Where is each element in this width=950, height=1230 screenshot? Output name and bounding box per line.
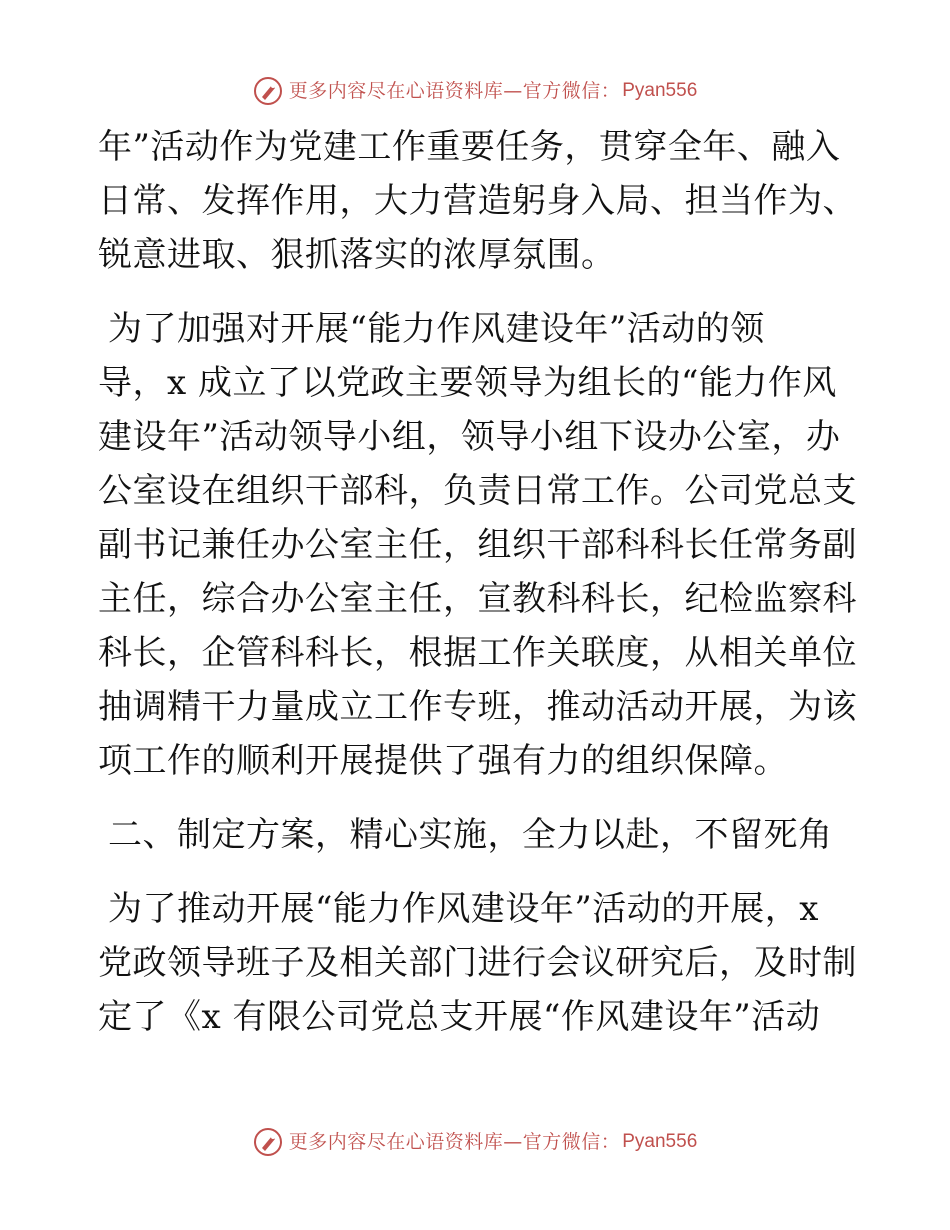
paragraph-2 — [98, 302, 858, 788]
document-body — [98, 120, 858, 1044]
text-line: 锐意进取、狠抓落实的浓厚氛围。 — [98, 235, 616, 275]
text-line: 副书记兼任办公室主任，组织干部科科长任常务副 — [98, 525, 857, 565]
text-line: 主任，综合办公室主任，宣教科科长，纪检监察科 — [98, 579, 857, 619]
section-heading — [98, 808, 858, 862]
text-line: 日常、发挥作用，大力营造躬身入局、担当作为、 — [98, 181, 857, 221]
pen-nib-logo-icon — [253, 76, 283, 106]
text-line: 抽调精干力量成立工作专班，推动活动开展，为该 — [98, 687, 857, 727]
text-line: 建设年”活动领导小组，领导小组下设办公室，办 — [98, 417, 841, 457]
text-line: 公室设在组织干部科，负责日常工作。公司党总支 — [98, 471, 857, 511]
paragraph-3 — [98, 882, 858, 1044]
watermark-text: 更多内容尽在心语资料库—官方微信： — [288, 1131, 621, 1153]
text-line: 党政领导班子及相关部门进行会议研究后，及时制 — [98, 943, 857, 983]
text-line: 为了加强对开展“能力作风建设年”活动的领 — [108, 309, 765, 349]
text-line: 为了推动开展“能力作风建设年”活动的开展，x — [108, 889, 819, 929]
text-line: 导，x 成立了以党政主要领导为组长的“能力作风 — [98, 363, 837, 403]
watermark-footer — [0, 1127, 950, 1157]
watermark-wechat-id: Pyan556 — [622, 80, 698, 101]
watermark-wechat-id: Pyan556 — [622, 1131, 698, 1152]
text-line: 年”活动作为党建工作重要任务，贯穿全年、融入 — [98, 127, 841, 167]
text-line: 项工作的顺利开展提供了强有力的组织保障。 — [98, 741, 788, 781]
text-line: 科长，企管科科长，根据工作关联度，从相关单位 — [98, 633, 857, 673]
text-line: 定了《x 有限公司党总支开展“作风建设年”活动 — [98, 997, 821, 1037]
heading-line: 二、制定方案，精心实施，全力以赴，不留死角 — [108, 815, 833, 855]
paragraph-1 — [98, 120, 858, 282]
watermark-text: 更多内容尽在心语资料库—官方微信： — [288, 80, 621, 102]
watermark-header — [0, 76, 950, 106]
pen-nib-logo-icon — [253, 1127, 283, 1157]
